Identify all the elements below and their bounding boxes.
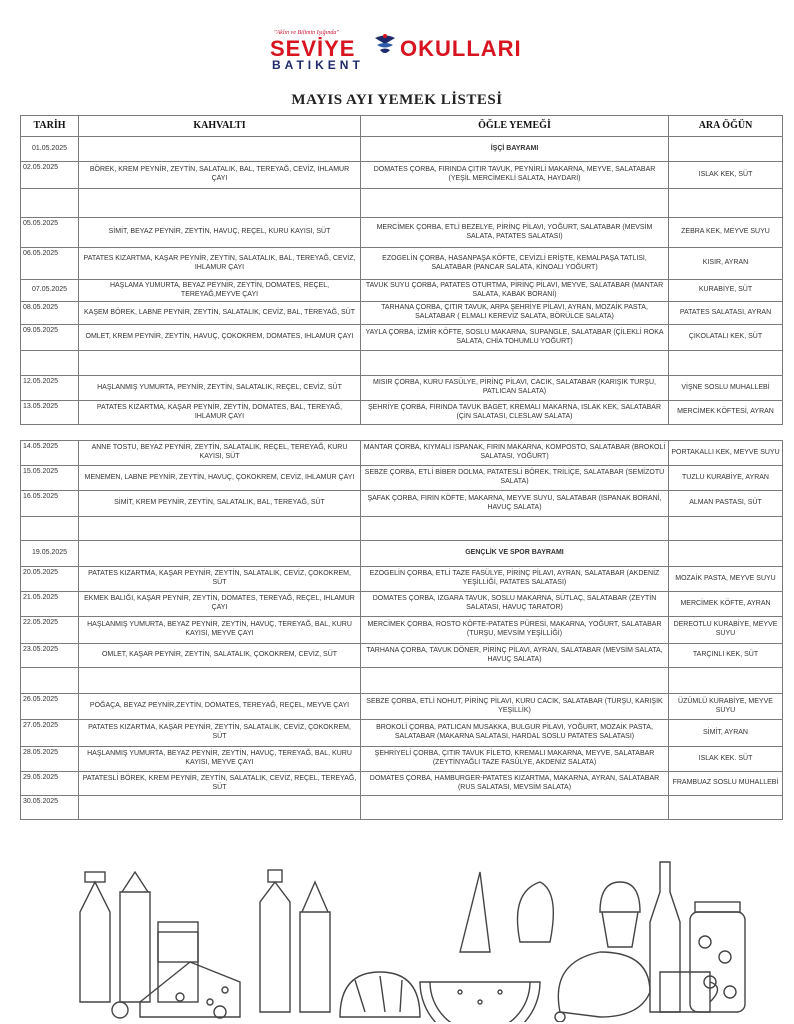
lunch-cell: DOMATES ÇORBA, IZGARA TAVUK, SOSLU MAKARNA, SÜTLAÇ, SALATABAR (ZEYTİN SALATASI, HAVUÇ TARATOR) xyxy=(361,592,669,617)
breakfast-cell xyxy=(79,541,361,567)
breakfast-cell: POĞAÇA, BEYAZ PEYNİR,ZEYTİN, DOMATES, TEREYAĞ, REÇEL, MEYVE ÇAYI xyxy=(79,694,361,720)
table-row xyxy=(21,302,783,325)
table-row xyxy=(21,517,783,541)
snack-cell xyxy=(669,668,783,694)
date-cell: 26.05.2025 xyxy=(21,694,79,720)
lunch-cell: TARHANA ÇORBA, ÇITIR TAVUK, ARPA ŞEHRİYE PİLAVI, AYRAN, MOZAİK PASTA, SALATABAR ( ELMALI KEREVİZ SALATA, BÖRÜLCE SALATA) xyxy=(361,302,669,325)
snack-cell: ÇİKOLATALI KEK, SÜT xyxy=(669,325,783,351)
table-row xyxy=(21,280,783,302)
breakfast-cell xyxy=(79,668,361,694)
lunch-cell: EZOGELİN ÇORBA, HASANPAŞA KÖFTE, CEVİZLİ ERİŞTE, KEMALPAŞA TATLISI, SALATABAR (PANCAR SALATA, KİNOALI YOĞURT) xyxy=(361,248,669,280)
breakfast-cell xyxy=(79,189,361,218)
table-row xyxy=(21,466,783,491)
breakfast-cell: EKMEK BALIĞI, KAŞAR PEYNİR, ZEYTİN, DOMATES, TEREYAĞ, REÇEL, IHLAMUR ÇAYI xyxy=(79,592,361,617)
menu-table-top xyxy=(20,115,783,425)
logo-tagline: "Aklın ve Bilimin Işığında" xyxy=(274,30,339,36)
snack-cell: ZEBRA KEK, MEYVE SUYU xyxy=(669,218,783,248)
table-row xyxy=(21,592,783,617)
snack-cell xyxy=(669,541,783,567)
lunch-cell: DOMATES ÇORBA, FIRINDA ÇITIR TAVUK, PEYNİRLİ MAKARNA, MEYVE, SALATABAR (YEŞİL MERCİMEKLİ SALATA, HAYDARİ) xyxy=(361,162,669,189)
header-breakfast: KAHVALTI xyxy=(79,116,361,137)
table-header-row xyxy=(21,116,783,137)
snack-cell xyxy=(669,796,783,820)
snack-cell: PORTAKALLI KEK, MEYVE SUYU xyxy=(669,441,783,466)
table-row xyxy=(21,137,783,162)
table-row xyxy=(21,248,783,280)
snack-cell: PATATES SALATASI, AYRAN xyxy=(669,302,783,325)
logo-brand-left: SEVİYE xyxy=(270,36,356,61)
date-cell: 30.05.2025 xyxy=(21,796,79,820)
snack-cell: SİMİT, AYRAN xyxy=(669,720,783,747)
date-cell: 06.05.2025 xyxy=(21,248,79,280)
table-row xyxy=(21,351,783,376)
table-row xyxy=(21,218,783,248)
breakfast-cell: PATATES KIZARTMA, KAŞAR PEYNİR, ZEYTİN, SALATALIK, CEVİZ, ÇOKOKREM, SÜT xyxy=(79,567,361,592)
table-row xyxy=(21,567,783,592)
date-cell: 16.05.2025 xyxy=(21,491,79,517)
date-cell: 08.05.2025 xyxy=(21,302,79,325)
lunch-cell: TARHANA ÇORBA, TAVUK DÖNER, PİRİNÇ PİLAVI, AYRAN, SALATABAR (MEVSİM SALATA, HAVUÇ SALATA) xyxy=(361,644,669,668)
lunch-cell xyxy=(361,351,669,376)
date-cell xyxy=(21,189,79,218)
date-cell: 28.05.2025 xyxy=(21,747,79,772)
date-cell: 05.05.2025 xyxy=(21,218,79,248)
date-cell: 27.05.2025 xyxy=(21,720,79,747)
lunch-cell: EZOGELİN ÇORBA, ETLİ TAZE FASÜLYE, PİRİNÇ PİLAVI, AYRAN, SALATABAR (AKDENİZ YEŞİLLİĞİ, PATATES SALATASI) xyxy=(361,567,669,592)
snack-cell: FRAMBUAZ SOSLU MUHALLEBİ xyxy=(669,772,783,796)
lunch-cell: SEBZE ÇORBA, ETLİ NOHUT, PİRİNÇ PİLAVI, KURU CACIK, SALATABAR (TURŞU, KARIŞIK YEŞİLLİK) xyxy=(361,694,669,720)
breakfast-cell: HAŞLANMIŞ YUMURTA, PEYNİR, ZEYTİN, SALATALIK, REÇEL, CEVİZ, SÜT xyxy=(79,376,361,401)
snack-cell: MERCİMEK KÖFTE, AYRAN xyxy=(669,592,783,617)
school-logo xyxy=(262,30,542,74)
snack-cell: VİŞNE SOSLU MUHALLEBİ xyxy=(669,376,783,401)
date-cell: 19.05.2025 xyxy=(21,541,79,567)
breakfast-cell: KAŞEM BÖREK, LABNE PEYNİR, ZEYTİN, SALATALIK, CEVİZ, BAL, TEREYAĞ, SÜT xyxy=(79,302,361,325)
header-snack: ARA ÖĞÜN xyxy=(669,116,783,137)
breakfast-cell: PATATES KIZARTMA, KAŞAR PEYNİR, ZEYTİN, SALATALIK, CEVİZ, ÇOKOKREM, SÜT xyxy=(79,720,361,747)
table-row xyxy=(21,694,783,720)
breakfast-cell: OMLET, KAŞAR PEYNİR, ZEYTİN, SALATALIK, ÇOKOKREM, CEVİZ, SÜT xyxy=(79,644,361,668)
lunch-cell: YAYLA ÇORBA, İZMİR KÖFTE, SOSLU MAKARNA, SUPANGLE, SALATABAR (ÇİLEKLİ ROKA SALATA, CHİA TOHUMLU YOĞURT) xyxy=(361,325,669,351)
lunch-cell: BROKOLİ ÇORBA, PATLICAN MUSAKKA, BULGUR PİLAVI, YOĞURT, MOZAİK PASTA, SALATABAR (MAKARNA SALATASI, HARDAL SOSLU PATATES SALATASI) xyxy=(361,720,669,747)
lunch-cell: MISIR ÇORBA, KURU FASÜLYE, PİRİNÇ PİLAVI, CACIK, SALATABAR (KARIŞIK TURŞU, PATLICAN SALATA) xyxy=(361,376,669,401)
table-row xyxy=(21,772,783,796)
snack-cell: DEREOTLU KURABİYE, MEYVE SUYU xyxy=(669,617,783,644)
table-row xyxy=(21,796,783,820)
lunch-cell: MANTAR ÇORBA, KIYMALI ISPANAK, FIRIN MAKARNA, KOMPOSTO, SALATABAR (BROKOLİ SALATASI, YOĞURT) xyxy=(361,441,669,466)
date-cell: 23.05.2025 xyxy=(21,644,79,668)
date-cell xyxy=(21,668,79,694)
lunch-cell: ŞAFAK ÇORBA, FIRIN KÖFTE, MAKARNA, MEYVE SUYU, SALATABAR (ISPANAK BORANİ, HAVUÇ SALATA) xyxy=(361,491,669,517)
breakfast-cell: BÖREK, KREM PEYNİR, ZEYTİN, SALATALIK, BAL, TEREYAĞ, CEVİZ, IHLAMUR ÇAYI xyxy=(79,162,361,189)
breakfast-cell: SİMİT, KREM PEYNİR, ZEYTİN, SALATALIK, BAL, TEREYAĞ, SÜT xyxy=(79,491,361,517)
table-row xyxy=(21,376,783,401)
snack-cell: ALMAN PASTASI, SÜT xyxy=(669,491,783,517)
date-cell: 07.05.2025 xyxy=(21,280,79,302)
header-lunch: ÖĞLE YEMEĞİ xyxy=(361,116,669,137)
snack-cell: KISIR, AYRAN xyxy=(669,248,783,280)
table-row xyxy=(21,617,783,644)
date-cell: 12.05.2025 xyxy=(21,376,79,401)
lunch-cell xyxy=(361,796,669,820)
lunch-cell: TAVUK SUYU ÇORBA, PATATES OTURTMA, PİRİNÇ PİLAVI, MEYVE, SALATABAR (MANTAR SALATA, KABAK BORANİ) xyxy=(361,280,669,302)
snack-cell xyxy=(669,517,783,541)
breakfast-cell: SİMİT, BEYAZ PEYNİR, ZEYTİN, HAVUÇ, REÇEL, KURU KAYISI, SÜT xyxy=(79,218,361,248)
breakfast-cell: OMLET, KREM PEYNİR, ZEYTİN, HAVUÇ, ÇOKOKREM, DOMATES, IHLAMUR ÇAYI xyxy=(79,325,361,351)
lunch-cell xyxy=(361,189,669,218)
snack-cell: MOZAİK PASTA, MEYVE SUYU xyxy=(669,567,783,592)
snack-cell xyxy=(669,137,783,162)
date-cell: 15.05.2025 xyxy=(21,466,79,491)
breakfast-cell xyxy=(79,137,361,162)
holiday-cell: İŞÇİ BAYRAMI xyxy=(361,137,669,162)
snack-cell xyxy=(669,189,783,218)
snack-cell: TARÇINLI KEK, SÜT xyxy=(669,644,783,668)
date-cell: 22.05.2025 xyxy=(21,617,79,644)
snack-cell: ÜZÜMLÜ KURABİYE, MEYVE SUYU xyxy=(669,694,783,720)
breakfast-cell: ANNE TOSTU, BEYAZ PEYNİR, ZEYTİN, SALATALIK, REÇEL, TEREYAĞ, KURU KAYISI, SÜT xyxy=(79,441,361,466)
logo-brand-right: OKULLARI xyxy=(400,36,522,61)
lunch-cell: SEBZE ÇORBA, ETLİ BİBER DOLMA, PATATESLİ BÖREK, TRİLİÇE, SALATABAR (SEMİZOTU SALATA) xyxy=(361,466,669,491)
lunch-cell xyxy=(361,517,669,541)
date-cell: 02.05.2025 xyxy=(21,162,79,189)
menu-table-bottom xyxy=(20,440,783,820)
snack-cell: KURABİYE, SÜT xyxy=(669,280,783,302)
lunch-cell xyxy=(361,668,669,694)
date-cell xyxy=(21,517,79,541)
header-date: TARİH xyxy=(21,116,79,137)
page-title: MAYIS AYI YEMEK LİSTESİ xyxy=(291,92,503,108)
lunch-cell: ŞEHRİYELİ ÇORBA, ÇITIR TAVUK FİLETO, KREMALI MAKARNA, MEYVE, SALATABAR (ZEYTİNYAĞLI TAZE FASÜLYE, AKDENİZ SALATA) xyxy=(361,747,669,772)
food-illustration xyxy=(40,852,760,1022)
snack-cell xyxy=(669,351,783,376)
table-row xyxy=(21,189,783,218)
breakfast-cell: PATATESLİ BÖREK, KREM PEYNİR, ZEYTİN, SALATALIK, CEVİZ, REÇEL, TEREYAĞ, SÜT xyxy=(79,772,361,796)
date-cell: 13.05.2025 xyxy=(21,401,79,425)
date-cell: 14.05.2025 xyxy=(21,441,79,466)
lunch-cell: ŞEHRİYE ÇORBA, FIRINDA TAVUK BAGET, KREMALI MAKARNA, ISLAK KEK, SALATABAR (ÇİN SALATASI, CLESLAW SALATA) xyxy=(361,401,669,425)
date-cell xyxy=(21,351,79,376)
breakfast-cell xyxy=(79,517,361,541)
table-row xyxy=(21,720,783,747)
table-row xyxy=(21,401,783,425)
breakfast-cell: HAŞLANMIŞ YUMURTA, BEYAZ PEYNİR, ZEYTİN, HAVUÇ, TEREYAĞ, BAL, KURU KAYISI, MEYVE ÇAYI xyxy=(79,747,361,772)
table-row xyxy=(21,644,783,668)
logo-emblem-icon xyxy=(372,32,398,58)
date-cell: 21.05.2025 xyxy=(21,592,79,617)
table-row xyxy=(21,325,783,351)
table-row xyxy=(21,541,783,567)
date-cell: 29.05.2025 xyxy=(21,772,79,796)
breakfast-cell xyxy=(79,351,361,376)
breakfast-cell: HAŞLANMIŞ YUMURTA, BEYAZ PEYNİR, ZEYTİN, HAVUÇ, TEREYAĞ, BAL, KURU KAYISI, MEYVE ÇAYI xyxy=(79,617,361,644)
snack-cell: MERCİMEK KÖFTESİ, AYRAN xyxy=(669,401,783,425)
breakfast-cell: PATATES KIZARTMA, KAŞAR PEYNİR, ZEYTİN, SALATALIK, BAL, TEREYAĞ, CEVİZ, IHLAMUR ÇAYI xyxy=(79,248,361,280)
snack-cell: ISLAK KEK, SÜT xyxy=(669,162,783,189)
lunch-cell: MERCİMEK ÇORBA, ROSTO KÖFTE-PATATES PÜRESİ, MAKARNA, YOĞURT, SALATABAR (TURŞU, MEVSİM YEŞİLLİĞİ) xyxy=(361,617,669,644)
date-cell: 09.05.2025 xyxy=(21,325,79,351)
snack-cell: ISLAK KEK. SÜT xyxy=(669,747,783,772)
table-row xyxy=(21,162,783,189)
table-row xyxy=(21,747,783,772)
breakfast-cell xyxy=(79,796,361,820)
lunch-cell: MERCİMEK ÇORBA, ETLİ BEZELYE, PİRİNÇ PİLAVI, YOĞURT, SALATABAR (MEVSİM SALATA, PATATES SALATASI) xyxy=(361,218,669,248)
snack-cell: TUZLU KURABİYE, AYRAN xyxy=(669,466,783,491)
table-row xyxy=(21,441,783,466)
holiday-cell: GENÇLİK VE SPOR BAYRAMI xyxy=(361,541,669,567)
date-cell: 01.05.2025 xyxy=(21,137,79,162)
breakfast-cell: MENEMEN, LABNE PEYNİR, ZEYTİN, HAVUÇ, ÇOKOKREM, CEVİZ, IHLAMUR ÇAYI xyxy=(79,466,361,491)
logo-campus: BATIKENT xyxy=(272,58,364,72)
lunch-cell: DOMATES ÇORBA, HAMBURGER-PATATES KIZARTMA, MAKARNA, AYRAN, SALATABAR (RUS SALATASI, MEVSİM SALATA) xyxy=(361,772,669,796)
table-row xyxy=(21,668,783,694)
date-cell: 20.05.2025 xyxy=(21,567,79,592)
breakfast-cell: HAŞLAMA YUMURTA, BEYAZ PEYNİR, ZEYTİN, DOMATES, REÇEL, TEREYAĞ,MEYVE ÇAYI xyxy=(79,280,361,302)
breakfast-cell: PATATES KIZARTMA, KAŞAR PEYNİR, ZEYTİN, DOMATES, BAL, TEREYAĞ, IHLAMUR ÇAYI xyxy=(79,401,361,425)
table-row xyxy=(21,491,783,517)
